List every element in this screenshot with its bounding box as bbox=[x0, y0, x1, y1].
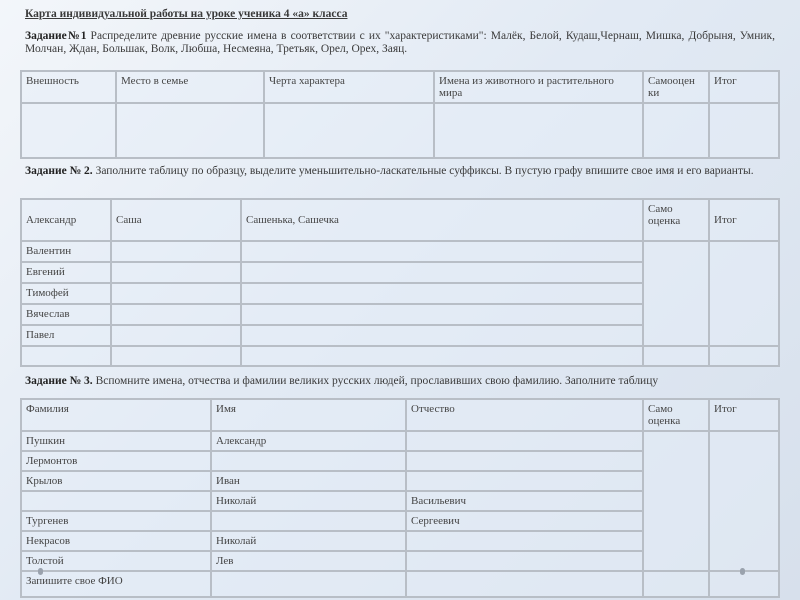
table-row bbox=[21, 346, 779, 366]
header-cell: Итог bbox=[709, 71, 779, 103]
table-cell: Запишите свое ФИО bbox=[21, 571, 211, 597]
slide-handle-icon bbox=[38, 568, 43, 575]
answer-cell[interactable] bbox=[111, 262, 241, 283]
self-assessment-cell[interactable] bbox=[643, 346, 709, 366]
answer-cell[interactable] bbox=[406, 531, 643, 551]
name-cell: Евгений bbox=[21, 262, 111, 283]
answer-cell[interactable] bbox=[241, 325, 643, 346]
total-cell[interactable] bbox=[709, 571, 779, 597]
task1-instructions: Распределите древние русские имена в соответствии с их "характеристиками": Малёк, Белой, Кудаш,Чернаш, Мишка, Добрыня, Умник, Молчан, Ждан, Большак, Волк, Любша, Несмеяна, Третьяк, Орел, Орех, Заяц. bbox=[25, 30, 775, 55]
answer-cell[interactable] bbox=[116, 103, 264, 158]
header-cell: Итог bbox=[709, 199, 779, 241]
task3-table bbox=[20, 398, 780, 598]
answer-cell[interactable] bbox=[111, 325, 241, 346]
answer-cell[interactable] bbox=[709, 103, 779, 158]
answer-cell[interactable] bbox=[111, 283, 241, 304]
answer-cell[interactable] bbox=[241, 283, 643, 304]
table-row bbox=[21, 431, 779, 451]
self-assessment-cell[interactable] bbox=[643, 431, 709, 571]
total-cell[interactable] bbox=[709, 241, 779, 346]
header-cell: Саша bbox=[111, 199, 241, 241]
answer-cell[interactable] bbox=[264, 103, 434, 158]
table-cell: Пушкин bbox=[21, 431, 211, 451]
answer-cell[interactable] bbox=[406, 471, 643, 491]
table-cell: Николай bbox=[211, 491, 406, 511]
table-cell: Тургенев bbox=[21, 511, 211, 531]
worksheet-title: Карта индивидуальной работы на уроке ученика 4 «а» класса bbox=[25, 8, 348, 20]
table-cell: Александр bbox=[211, 431, 406, 451]
header-cell: Само оценка bbox=[643, 199, 709, 241]
task1-table bbox=[20, 70, 780, 159]
header-cell: Александр bbox=[21, 199, 111, 241]
answer-cell[interactable] bbox=[111, 346, 241, 366]
task2-table bbox=[20, 198, 780, 367]
header-cell: Имя bbox=[211, 399, 406, 431]
header-cell: Отчество bbox=[406, 399, 643, 431]
table-cell: Некрасов bbox=[21, 531, 211, 551]
task2-instructions: Заполните таблицу по образцу, выделите уменьшительно-ласкательные суффиксы. В пустую графу впишите свое имя и его варианты. bbox=[92, 165, 754, 177]
name-cell: Тимофей bbox=[21, 283, 111, 304]
task1-text bbox=[25, 30, 775, 56]
total-cell[interactable] bbox=[709, 431, 779, 571]
answer-cell[interactable] bbox=[406, 431, 643, 451]
answer-cell[interactable] bbox=[406, 551, 643, 571]
task1-label: Задание№1 bbox=[25, 30, 87, 42]
table-row bbox=[21, 241, 779, 262]
header-cell: Само оценка bbox=[643, 399, 709, 431]
header-cell: Сашенька, Сашечка bbox=[241, 199, 643, 241]
table-cell: Лермонтов bbox=[21, 451, 211, 471]
table-cell: Сергеевич bbox=[406, 511, 643, 531]
slide-handle-icon bbox=[740, 568, 745, 575]
task3-instructions: Вспомните имена, отчества и фамилии великих русских людей, прославивших свою фамилию. Заполните таблицу bbox=[92, 375, 659, 387]
table-cell: Толстой bbox=[21, 551, 211, 571]
task2-label: Задание № 2. bbox=[25, 165, 93, 177]
answer-cell[interactable] bbox=[21, 103, 116, 158]
self-assessment-cell[interactable] bbox=[643, 241, 709, 346]
name-cell: Павел bbox=[21, 325, 111, 346]
task3-text bbox=[25, 375, 775, 388]
header-cell: Итог bbox=[709, 399, 779, 431]
answer-cell[interactable] bbox=[241, 262, 643, 283]
table-cell: Николай bbox=[211, 531, 406, 551]
header-cell: Фамилия bbox=[21, 399, 211, 431]
header-cell: Самооцен ки bbox=[643, 71, 709, 103]
header-cell: Имена из животного и растительного мира bbox=[434, 71, 643, 103]
total-cell[interactable] bbox=[709, 346, 779, 366]
name-cell bbox=[21, 346, 111, 366]
answer-cell[interactable] bbox=[406, 571, 643, 597]
answer-cell[interactable] bbox=[643, 103, 709, 158]
answer-cell[interactable] bbox=[211, 511, 406, 531]
task2-text bbox=[25, 165, 775, 178]
header-cell: Место в семье bbox=[116, 71, 264, 103]
task3-label: Задание № 3. bbox=[25, 375, 93, 387]
name-cell: Вячеслав bbox=[21, 304, 111, 325]
header-cell: Внешность bbox=[21, 71, 116, 103]
answer-cell[interactable] bbox=[241, 304, 643, 325]
table-cell: Крылов bbox=[21, 471, 211, 491]
table-cell: Васильевич bbox=[406, 491, 643, 511]
table-cell: Лев bbox=[211, 551, 406, 571]
answer-cell[interactable] bbox=[111, 241, 241, 262]
answer-cell[interactable] bbox=[406, 451, 643, 471]
self-assessment-cell[interactable] bbox=[643, 571, 709, 597]
name-cell: Валентин bbox=[21, 241, 111, 262]
answer-cell[interactable] bbox=[434, 103, 643, 158]
answer-cell[interactable] bbox=[241, 241, 643, 262]
answer-cell[interactable] bbox=[21, 491, 211, 511]
table-cell: Иван bbox=[211, 471, 406, 491]
table-row bbox=[21, 571, 779, 597]
answer-cell[interactable] bbox=[241, 346, 643, 366]
answer-cell[interactable] bbox=[211, 571, 406, 597]
answer-cell[interactable] bbox=[111, 304, 241, 325]
answer-cell[interactable] bbox=[211, 451, 406, 471]
header-cell: Черта характера bbox=[264, 71, 434, 103]
